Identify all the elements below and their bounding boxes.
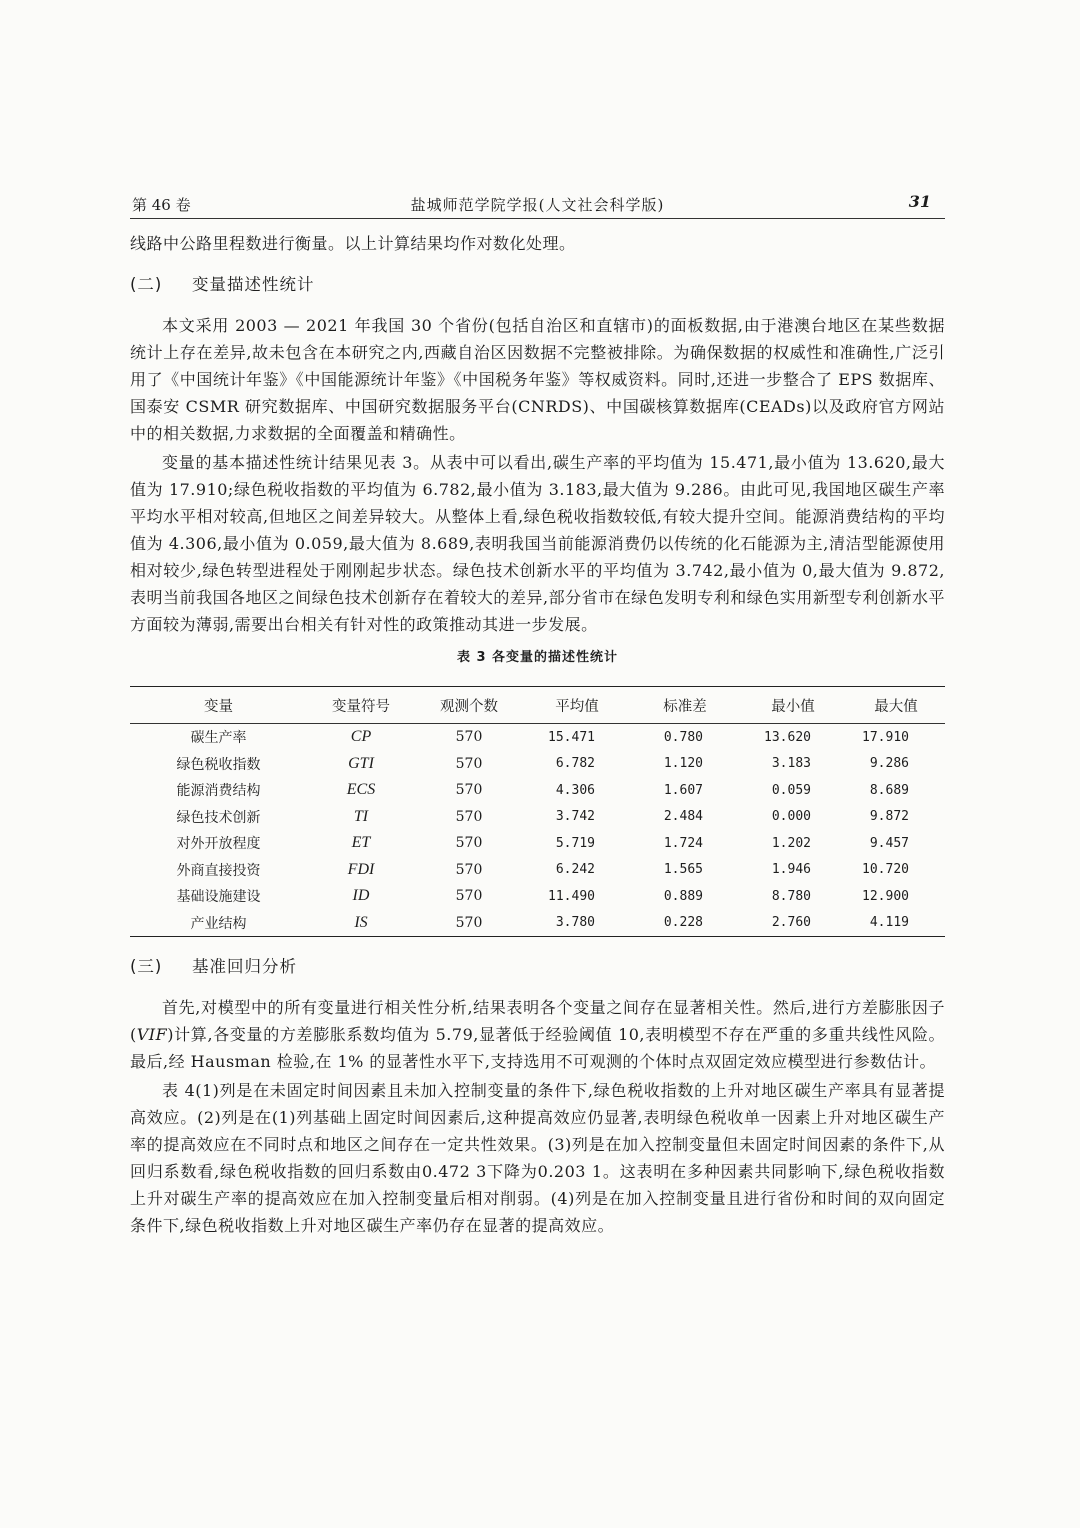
cell-min: 13.620 [764, 729, 811, 745]
cell-n: 570 [455, 835, 483, 852]
table-caption: 表 3 各变量的描述性统计 [456, 650, 619, 665]
cell-symbol: FDI [347, 860, 375, 878]
cell-n: 570 [455, 729, 483, 746]
paragraph-data-sources: 本文采用 2003 — 2021 年我国 30 个省份(包括自治区和直辖市)的面板数据,由于港澳台地区在某些数据统计上存在差异,故未包含在本研究之内,西藏自治区因数据不完整被排除。为确保数据的权威性和准确性,广泛引用了《中国统计年鉴》《中国能源统计年鉴》《中国税务年鉴》等权威资料。同时,还进一步整合了 EPS 数据库、国泰安 CSMR 研究数据库、中国研究数据服务平台(CNRDS)、中国碳核算数据库(CEADs)以及政府官方网站中的相关数据,力求数据的全面覆盖和精确性。 [130, 316, 945, 443]
cell-n: 570 [455, 888, 483, 905]
col-header: 标准差 [631, 687, 739, 724]
cell-max: 17.910 [862, 729, 909, 745]
cell-variable: 产业结构 [190, 915, 247, 932]
col-header: 最小值 [739, 687, 847, 724]
cell-n: 570 [455, 914, 483, 931]
page-header [130, 192, 945, 219]
cell-max: 8.689 [869, 782, 909, 798]
col-header: 观测个数 [415, 687, 523, 724]
section-number: (三) [130, 957, 163, 976]
col-header: 最大值 [847, 687, 945, 724]
cell-max: 9.872 [869, 809, 909, 825]
cell-sd: 1.607 [663, 782, 703, 798]
cell-variable: 绿色税收指数 [176, 756, 261, 773]
cell-symbol: ECS [346, 781, 376, 799]
cell-mean: 5.719 [555, 835, 595, 851]
cell-symbol: CP [350, 728, 372, 746]
text-run: )计算,各变量的方差膨胀系数均值为 5.79,显著低于经验阈值 10,表明模型不存在严重的多重共线性风险。最后,经 Hausman 检验,在 1% 的显著性水平下,支持选用不可观测的个体时点双固定效应模型进行参数估计。 [130, 1025, 945, 1071]
text-run: 首先,对模型中的所有变量进行相关性分析,结果表明各个变量之间存在显著相关性。然后,进行方差膨胀因子( [130, 998, 945, 1044]
journal-title: 盐城师范学院学报(人文社会科学版) [410, 196, 665, 214]
cell-sd: 1.565 [663, 862, 703, 878]
cell-mean: 3.742 [555, 809, 595, 825]
cell-min: 1.202 [771, 835, 811, 851]
cell-min: 2.760 [771, 915, 811, 931]
cell-symbol: IS [354, 913, 368, 931]
cell-mean: 11.490 [548, 888, 595, 904]
cell-n: 570 [455, 861, 483, 878]
paragraph-regression-setup [130, 994, 945, 1075]
cell-max: 9.457 [869, 835, 909, 851]
section-title: 变量描述性统计 [192, 275, 315, 294]
cell-max: 9.286 [869, 756, 909, 772]
cell-variable: 绿色技术创新 [176, 809, 261, 826]
cell-mean: 4.306 [555, 782, 595, 798]
cell-n: 570 [455, 782, 483, 799]
section-title: 基准回归分析 [192, 957, 297, 976]
article-body [130, 230, 945, 1239]
cell-min: 0.059 [771, 782, 811, 798]
cell-mean: 6.242 [555, 862, 595, 878]
cell-symbol: TI [353, 807, 369, 825]
cell-min: 3.183 [771, 756, 811, 772]
section-heading-3 [130, 953, 945, 980]
cell-symbol: ET [351, 834, 371, 852]
table-row [130, 804, 945, 831]
table-row [130, 751, 945, 778]
section-number: (二) [130, 275, 163, 294]
page-number: 31 [908, 192, 931, 211]
cell-min: 8.780 [771, 888, 811, 904]
cell-sd: 0.228 [663, 915, 703, 931]
cell-mean: 6.782 [555, 756, 595, 772]
cell-mean: 3.780 [555, 915, 595, 931]
vif-term: VIF [136, 1025, 168, 1044]
paragraph-regression-results: 表 4(1)列是在未固定时间因素且未加入控制变量的条件下,绿色税收指数的上升对地区碳生产率具有显著提高效应。(2)列是在(1)列基础上固定时间因素后,这种提高效应仍显著,表明绿色税收单一因素上升对地区碳生产率的提高效应在不同时点和地区之间存在一定共性效果。(3)列是在加入控制变量但未固定时间因素的条件下,从回归系数看,绿色税收指数的回归系数由0.472 3下降为0.203 1。这表明在多种因素共同影响下,绿色税收指数上升对碳生产率的提高效应在加入控制变量后相对削弱。(4)列是在加入控制变量且进行省份和时间的双向固定条件下,绿色税收指数上升对地区碳生产率仍存在显著的提高效应。 [130, 1081, 945, 1235]
cell-max: 12.900 [862, 888, 909, 904]
cell-max: 10.720 [862, 862, 909, 878]
cell-sd: 0.780 [663, 729, 703, 745]
table-row [130, 777, 945, 804]
cell-n: 570 [455, 755, 483, 772]
cell-mean: 15.471 [548, 729, 595, 745]
volume-label: 第 46 卷 [132, 196, 191, 214]
cell-max: 4.119 [869, 915, 909, 931]
cell-symbol: ID [352, 887, 370, 905]
cell-variable: 能源消费结构 [176, 783, 261, 800]
cell-variable: 基础设施建设 [176, 889, 261, 906]
cell-sd: 1.120 [663, 756, 703, 772]
cell-min: 0.000 [771, 809, 811, 825]
col-header: 变量符号 [307, 687, 415, 724]
descriptive-stats-table [130, 686, 945, 937]
section-heading-2 [130, 271, 945, 298]
table-row [130, 883, 945, 910]
cell-sd: 1.724 [663, 835, 703, 851]
table-row [130, 724, 945, 751]
col-header: 变量 [130, 687, 307, 724]
cell-sd: 2.484 [663, 809, 703, 825]
table-header-row [130, 687, 945, 724]
table-row [130, 830, 945, 857]
cell-variable: 对外开放程度 [176, 836, 261, 853]
cell-min: 1.946 [771, 862, 811, 878]
table-row [130, 857, 945, 884]
cell-variable: 碳生产率 [190, 730, 247, 747]
cell-n: 570 [455, 808, 483, 825]
cell-sd: 0.889 [663, 888, 703, 904]
table-row [130, 910, 945, 937]
paragraph-continued: 线路中公路里程数进行衡量。以上计算结果均作对数化处理。 [130, 234, 576, 253]
cell-symbol: GTI [348, 754, 374, 772]
paragraph-descriptive-results: 变量的基本描述性统计结果见表 3。从表中可以看出,碳生产率的平均值为 15.471,最小值为 13.620,最大值为 17.910;绿色税收指数的平均值为 6.782,最小值为 3.183,最大值为 9.286。由此可见,我国地区碳生产率平均水平相对较高,但地区之间差异较大。从整体上看,绿色税收指数较低,有较大提升空间。能源消费结构的平均值为 4.306,最小值为 0.059,最大值为 8.689,表明我国当前能源消费仍以传统的化石能源为主,清洁型能源使用相对较少,绿色转型进程处于刚刚起步状态。绿色技术创新水平的平均值为 3.742,最小值为 0,最大值为 9.872,表明当前我国各地区之间绿色技术创新存在着较大的差异,部分省市在绿色发明专利和绿色实用新型专利创新水平方面较为薄弱,需要出台相关有针对性的政策推动其进一步发展。 [130, 453, 945, 634]
col-header: 平均值 [523, 687, 631, 724]
cell-variable: 外商直接投资 [176, 862, 261, 879]
